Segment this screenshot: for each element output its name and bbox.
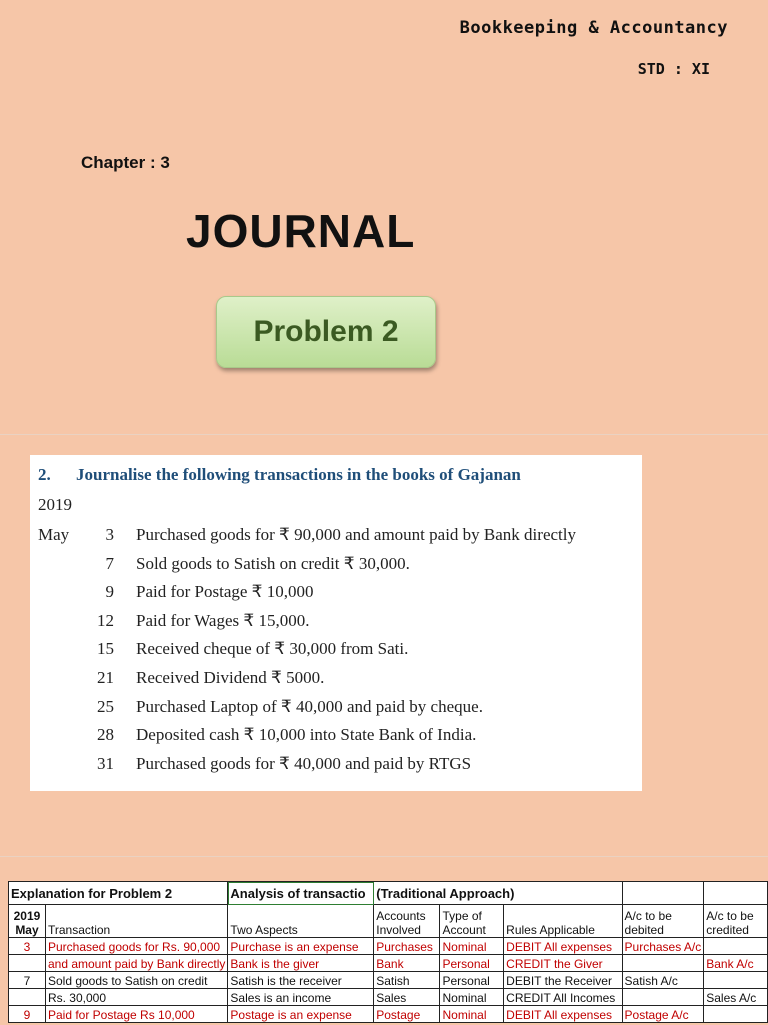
table-row [9,938,768,955]
row-account: Purchases [374,938,440,955]
row-account: Bank [374,955,440,972]
table-header-row [9,905,768,938]
table-title-row [9,882,768,905]
row-rule: CREDIT the Giver [504,955,622,972]
table-row [9,955,768,972]
row-aspect: Postage is an expense [228,1006,374,1023]
transaction-item [38,754,471,776]
transaction-item [38,668,324,690]
row-debit [622,955,704,972]
analysis-title-cell[interactable]: Analysis of transactio [228,882,374,905]
subject-header: Bookkeeping & Accountancy [459,18,728,38]
row-account: Postage [374,1006,440,1023]
row-credit [704,938,768,955]
row-debit: Purchases A/c [622,938,704,955]
analysis-table [8,881,768,1023]
header-type-of-account: Type of Account [440,905,504,938]
row-date [9,955,46,972]
transaction-day: 7 [105,553,114,573]
row-aspect: Purchase is an expense [228,938,374,955]
empty-cell [622,882,704,905]
transaction-item [38,697,483,719]
row-type: Personal [440,955,504,972]
table-row [9,989,768,1006]
row-rule: CREDIT All Incomes [504,989,622,1006]
transaction-item [38,525,576,547]
transaction-item [38,582,314,604]
row-type: Personal [440,972,504,989]
question-text: Journalise the following transactions in the books of Gajanan [76,465,521,484]
row-type: Nominal [440,989,504,1006]
problem-2-button[interactable]: Problem 2 [216,296,436,368]
transaction-day: 3 [105,525,114,544]
row-type: Nominal [440,1006,504,1023]
row-transaction: Sold goods to Satish on credit [45,972,227,989]
row-aspect: Sales is an income [228,989,374,1006]
row-rule: DEBIT the Receiver [504,972,622,989]
table-row [9,972,768,989]
row-rule: DEBIT All expenses [504,938,622,955]
page-title: JOURNAL [186,205,416,257]
chapter-label: Chapter : 3 [81,153,170,172]
row-date [9,989,46,1006]
header-transaction: Transaction [45,905,227,938]
header-rules: Rules Applicable [504,905,622,938]
transaction-item [38,554,410,576]
row-debit: Postage A/c [622,1006,704,1023]
row-debit: Satish A/c [622,972,704,989]
transaction-text: Purchased Laptop of ₹ 40,000 and paid by cheque. [136,696,483,716]
transaction-item [38,611,309,633]
transaction-text: Purchased goods for ₹ 90,000 and amount paid by Bank directly [136,525,576,544]
header-accounts-involved: Accounts Involved [374,905,440,938]
approach-title: (Traditional Approach) [374,882,622,905]
header-credited: A/c to be credited [704,905,768,938]
header-debited: A/c to be debited [622,905,704,938]
transaction-text: Sold goods to Satish on credit ₹ 30,000. [136,553,410,573]
transaction-day: 21 [97,668,114,687]
row-transaction: Purchased goods for Rs. 90,000 [45,938,227,955]
transaction-item [38,725,476,747]
title-slide [0,0,768,432]
question-slide [0,434,768,855]
row-credit: Bank A/c [704,955,768,972]
row-credit: Sales A/c [704,989,768,1006]
transaction-day: 12 [97,610,114,630]
transaction-day: 31 [97,753,114,773]
table-title: Explanation for Problem 2 [9,882,228,905]
question-year: 2019 [38,495,72,514]
analysis-slide [0,856,768,1025]
transaction-day: 25 [97,696,114,716]
row-transaction: Rs. 30,000 [45,989,227,1006]
transaction-text: Paid for Wages ₹ 15,000. [136,610,310,630]
transaction-day: 28 [97,725,114,745]
row-rule: DEBIT All expenses [504,1006,622,1023]
row-transaction: Paid for Postage Rs 10,000 [45,1006,227,1023]
row-date: 9 [9,1006,46,1023]
transaction-text: Paid for Postage ₹ 10,000 [136,582,314,602]
row-account: Satish [374,972,440,989]
transaction-item [38,639,408,661]
question-box [30,455,642,791]
question-number: 2. [38,465,51,484]
header-year: 2019 [13,909,41,923]
row-date: 3 [9,938,46,955]
row-date: 7 [9,972,46,989]
row-credit [704,1006,768,1023]
transaction-month: May [38,525,70,544]
transaction-text: Received cheque of ₹ 30,000 from Sati. [136,639,409,659]
transaction-text: Received Dividend ₹ 5000. [136,668,325,687]
header-date [9,905,46,938]
question-heading [38,465,521,485]
row-account: Sales [374,989,440,1006]
header-month: May [15,923,39,937]
transaction-day: 15 [97,639,114,659]
row-transaction: and amount paid by Bank directly [45,955,227,972]
standard-label: STD : XI [637,60,710,78]
row-aspect: Satish is the receiver [228,972,374,989]
header-two-aspects: Two Aspects [228,905,374,938]
table-row [9,1006,768,1023]
empty-cell [704,882,768,905]
row-debit [622,989,704,1006]
transaction-text: Purchased goods for ₹ 40,000 and paid by RTGS [136,753,472,773]
transaction-day: 9 [105,582,114,602]
row-type: Nominal [440,938,504,955]
transaction-text: Deposited cash ₹ 10,000 into State Bank of India. [136,725,477,745]
row-credit [704,972,768,989]
row-aspect: Bank is the giver [228,955,374,972]
